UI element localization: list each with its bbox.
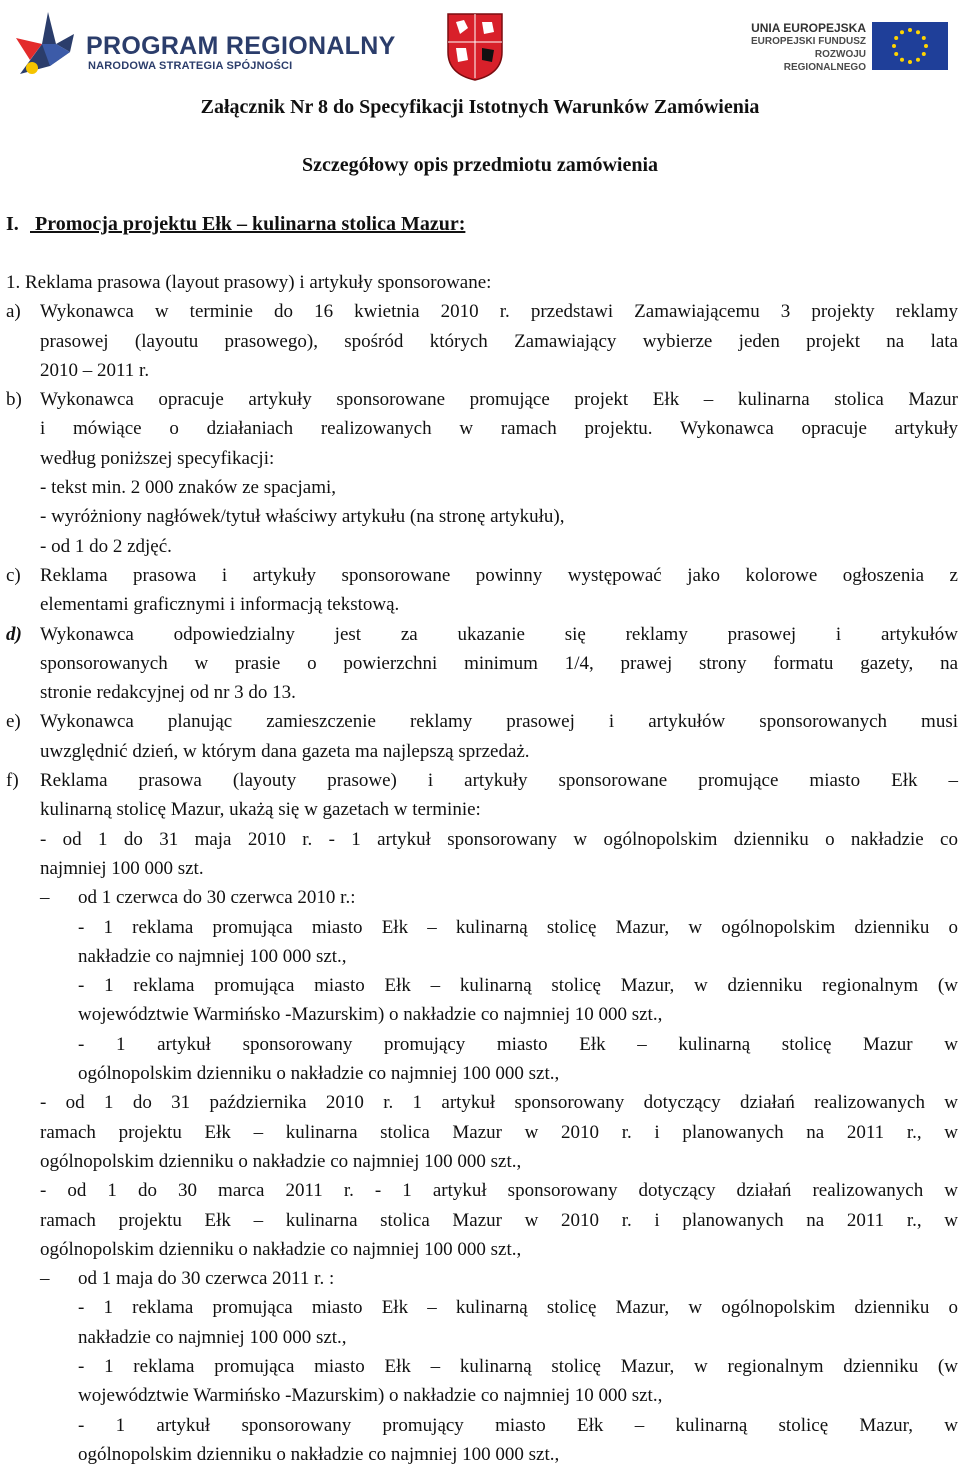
schedule-line: - 1 reklama promująca miasto Ełk – kulinarną stolicę Mazur, w ogólnopolskim dzienniku o (78, 916, 958, 938)
spec-line: - od 1 do 2 zdjęć. (40, 535, 172, 557)
schedule-line: nakładzie co najmniej 100 000 szt., (78, 1326, 347, 1348)
dash-bullet: – (40, 887, 50, 909)
schedule-june-2010 (0, 883, 960, 912)
schedule-march-2011 (0, 1176, 960, 1264)
eu-text (730, 22, 866, 74)
schedule-sub-item (0, 1293, 960, 1469)
item-d-line: sponsorowanych w prasie o powierzchni minimum 1/4, prawej strony formatu gazety, na (40, 652, 958, 674)
item-b-label: b) (6, 389, 22, 411)
eu-line2: EUROPEJSKI FUNDUSZ (750, 36, 866, 47)
schedule-line: - 1 reklama promująca miasto Ełk – kulinarną stolicę Mazur, w regionalnym dzienniku (w (78, 1355, 958, 1377)
schedule-october-2010 (0, 1088, 960, 1176)
schedule-may-june-2011 (0, 1264, 960, 1293)
regional-crest-icon (446, 12, 504, 82)
item-e-line: uwzględnić dzień, w którym dana gazeta ma najlepszą sprzedaż. (40, 740, 530, 762)
schedule-heading: od 1 maja do 30 czerwca 2011 r. : (78, 1268, 335, 1290)
star-logo-icon (12, 4, 78, 88)
item-d-label: d) (6, 623, 22, 645)
page-header (0, 0, 960, 90)
section-heading (6, 213, 465, 236)
schedule-sub-item (0, 913, 960, 1089)
item-b-line: według poniższej specyfikacji: (40, 447, 275, 469)
schedule-line: - 1 artykuł sponsorowany promujący miasto Ełk – kulinarną stolicę Mazur, w (78, 1414, 958, 1436)
attachment-title: Załącznik Nr 8 do Specyfikacji Istotnych Warunków Zamówienia (200, 96, 760, 118)
item-e-line: Wykonawca planując zamieszczenie reklamy prasowej i artykułów sponsorowanych musi (40, 711, 958, 733)
item-f (0, 766, 960, 825)
schedule-line: - od 1 do 31 maja 2010 r. - 1 artykuł sponsorowany w ogólnopolskim dzienniku o nakładzie co (40, 828, 958, 850)
item-f-label: f) (6, 770, 19, 792)
schedule-line: - 1 reklama promująca miasto Ełk – kulinarną stolicę Mazur, w ogólnopolskim dzienniku o (78, 1297, 958, 1319)
item-d (0, 620, 960, 708)
dash-bullet: – (40, 1268, 50, 1290)
schedule-line: najmniej 100 000 szt. (40, 857, 204, 879)
item-a-line: prasowej (layoutu prasowego), spośród których Zamawiający wybierze jeden projekt na lata (40, 330, 958, 352)
spec-line: - wyróżniony nagłówek/tytuł właściwy artykułu (na stronę artykułu), (40, 506, 565, 528)
document-body (0, 268, 960, 1469)
item-b-line: i mówiące o działaniach realizowanych w ramach projektu. Wykonawca opracuje artykuły (40, 418, 958, 440)
schedule-line: - od 1 do 30 marca 2011 r. - 1 artykuł sponsorowany dotyczący działań realizowanych w (40, 1180, 958, 1202)
item-b-line: Wykonawca opracuje artykuły sponsorowane promujące projekt Ełk – kulinarna stolica Mazur (40, 389, 958, 411)
document-title: Szczegółowy opis przedmiotu zamówienia (301, 154, 659, 176)
item-d-line: stronie redakcyjnej od nr 3 do 13. (40, 682, 296, 704)
schedule-line: ogólnopolskim dzienniku o nakładzie co najmniej 100 000 szt., (40, 1238, 522, 1260)
spec-line: - tekst min. 2 000 znaków ze spacjami, (40, 477, 337, 499)
item-c-label: c) (6, 564, 21, 586)
item-c-line: Reklama prasowa i artykuły sponsorowane powinny występować jako kolorowe ogłoszenia z (40, 564, 958, 586)
schedule-line: - 1 artykuł sponsorowany promujący miasto Ełk – kulinarną stolicę Mazur w (78, 1033, 958, 1055)
schedule-line: - 1 reklama promująca miasto Ełk – kulinarną stolicę Mazur, w dzienniku regionalnym (w (78, 975, 958, 997)
schedule-line: województwie Warmińsko -Mazurskim) o nakładzie co najmniej 10 000 szt., (78, 1385, 663, 1407)
item-a (0, 297, 960, 385)
eu-flag-icon (872, 22, 948, 70)
eu-line3: ROZWOJU REGIONALNEGO (783, 49, 866, 73)
schedule-line: ramach projektu Ełk – kulinarna stolica Mazur w 2010 r. i planowanych na 2011 r., w (40, 1121, 958, 1143)
item-a-label: a) (6, 301, 21, 323)
item-e-label: e) (6, 711, 21, 733)
eu-line1: UNIA EUROPEJSKA (751, 21, 866, 35)
schedule-line: - od 1 do 31 października 2010 r. 1 artykuł sponsorowany dotyczący działań realizowanych w (40, 1092, 958, 1114)
item-a-line: Wykonawca w terminie do 16 kwietnia 2010 r. przedstawi Zamawiającemu 3 projekty reklamy (40, 301, 958, 323)
schedule-line: ogólnopolskim dzienniku o nakładzie co najmniej 100 000 szt., (40, 1150, 522, 1172)
item-f-line: Reklama prasowa (layouty prasowe) i artykuły sponsorowane promujące miasto Ełk – (40, 770, 958, 792)
program-subtitle: NARODOWA STRATEGIA SPÓJNOŚCI (88, 60, 293, 72)
item-c-line: elementami graficznymi i informacją tekstową. (40, 594, 400, 616)
schedule-line: ogólnopolskim dzienniku o nakładzie co najmniej 100 000 szt., (78, 1063, 560, 1085)
section-title: Promocja projektu Ełk – kulinarna stolica Mazur: (35, 213, 466, 235)
item-f-line: kulinarną stolicę Mazur, ukażą się w gazetach w terminie: (40, 799, 481, 821)
schedule-line: nakładzie co najmniej 100 000 szt., (78, 945, 347, 967)
schedule-line: ogólnopolskim dzienniku o nakładzie co najmniej 100 000 szt., (78, 1443, 560, 1465)
item-a-line: 2010 – 2011 r. (40, 359, 150, 381)
item-c (0, 561, 960, 620)
item-1-heading: 1. Reklama prasowa (layout prasowy) i artykuły sponsorowane: (6, 272, 492, 293)
eu-logo (700, 22, 950, 72)
item-b (0, 385, 960, 473)
item-e (0, 707, 960, 766)
schedule-heading: od 1 czerwca do 30 czerwca 2010 r.: (78, 887, 356, 909)
program-title: PROGRAM REGIONALNY (86, 32, 396, 60)
schedule-line: województwie Warmińsko -Mazurskim) o nakładzie co najmniej 10 000 szt., (78, 1004, 663, 1026)
schedule-may-2010 (0, 825, 960, 884)
program-regionalny-logo (12, 4, 396, 88)
schedule-line: ramach projektu Ełk – kulinarna stolica Mazur w 2010 r. i planowanych na 2011 r., w (40, 1209, 958, 1231)
item-d-line: Wykonawca odpowiedzialny jest za ukazanie się reklamy prasowej i artykułów (40, 623, 958, 645)
section-number: I. (6, 213, 19, 235)
